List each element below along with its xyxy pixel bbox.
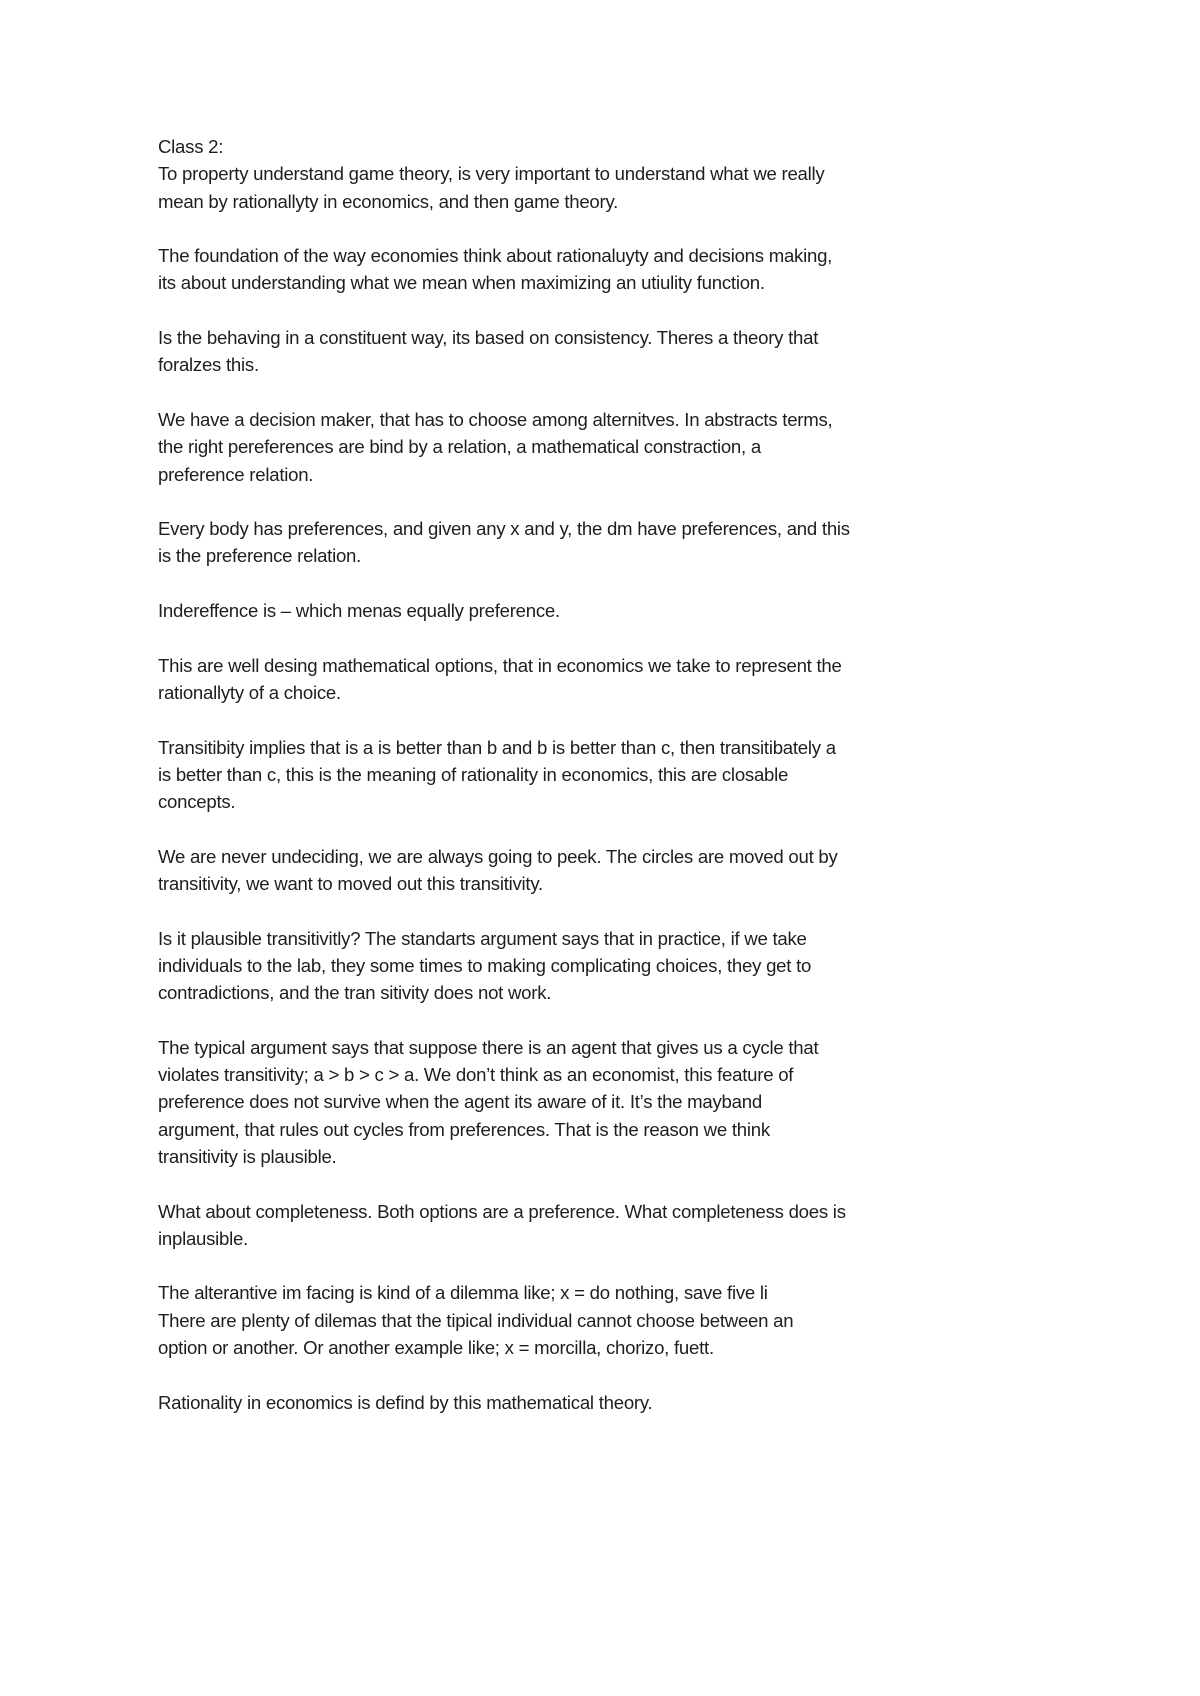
text-line: option or another. Or another example like; x = morcilla, chorizo, fuett. — [158, 1337, 714, 1359]
paragraph — [158, 1389, 1058, 1416]
text-line: its about understanding what we mean when maximizing an utiulity function. — [158, 272, 765, 294]
paragraph — [158, 1198, 1058, 1253]
paragraph — [158, 406, 1058, 488]
text-line: Class 2: — [158, 136, 224, 157]
text-line: The foundation of the way economies think about rationaluyty and decisions making, — [158, 245, 833, 267]
document-body — [158, 133, 1058, 1443]
text-line: We have a decision maker, that has to choose among alternitves. In abstracts terms, — [158, 408, 833, 430]
text-line: individuals to the lab, they some times to making complicating choices, they get to — [158, 954, 812, 976]
text-line: inplausible. — [158, 1227, 249, 1249]
text-line: Is it plausible transitivitly? The standarts argument says that in practice, if we take — [158, 927, 807, 949]
text-line: concepts. — [158, 791, 236, 813]
text-line: Transitibity implies that is a is better than b and b is better than c, then transitibately a — [158, 736, 836, 758]
paragraph — [158, 734, 1058, 816]
text-line: rationallyty of a choice. — [158, 681, 341, 703]
text-line: contradictions, and the tran sitivity does not work. — [158, 982, 552, 1004]
text-line: foralzes this. — [158, 354, 259, 376]
text-line: Is the behaving in a constituent way, its based on consistency. Theres a theory that — [158, 327, 819, 349]
text-line: argument, that rules out cycles from preferences. That is the reason we think — [158, 1118, 770, 1140]
text-line: We are never undeciding, we are always going to peek. The circles are moved out by — [158, 845, 838, 867]
paragraph — [158, 515, 1058, 570]
paragraph — [158, 597, 1058, 624]
paragraph — [158, 242, 1058, 297]
text-line: preference does not survive when the agent its aware of it. It’s the mayband — [158, 1091, 762, 1113]
paragraph — [158, 324, 1058, 379]
text-line: preference relation. — [158, 463, 314, 485]
text-line: the right pereferences are bind by a relation, a mathematical constraction, a — [158, 436, 761, 458]
text-line: transitivity, we want to moved out this transitivity. — [158, 873, 543, 895]
text-line: is better than c, this is the meaning of rationality in economics, this are closable — [158, 763, 789, 785]
paragraph — [158, 652, 1058, 707]
title-paragraph — [158, 133, 1058, 215]
text-line: The typical argument says that suppose there is an agent that gives us a cycle that — [158, 1036, 819, 1058]
text-line: This are well desing mathematical options, that in economics we take to represent the — [158, 654, 842, 676]
text-line: transitivity is plausible. — [158, 1145, 337, 1167]
paragraph — [158, 843, 1058, 898]
text-line: Indereffence is – which menas equally preference. — [158, 600, 560, 622]
paragraph — [158, 1279, 1058, 1361]
paragraph — [158, 925, 1058, 1007]
paragraph — [158, 1034, 1058, 1170]
text-line: Rationality in economics is defind by this mathematical theory. — [158, 1391, 653, 1413]
text-line: violates transitivity; a > b > c > a. We don’t think as an economist, this feature of — [158, 1064, 794, 1086]
text-line: There are plenty of dilemas that the tipical individual cannot choose between an — [158, 1309, 794, 1331]
text-line: is the preference relation. — [158, 545, 362, 567]
text-line: The alterantive im facing is kind of a dilemma like; x = do nothing, save five li — [158, 1282, 768, 1304]
text-line: What about completeness. Both options are a preference. What completeness does is — [158, 1200, 846, 1222]
text-line: Every body has preferences, and given any x and y, the dm have preferences, and this — [158, 518, 850, 540]
text-line: To property understand game theory, is very important to understand what we really — [158, 163, 825, 185]
text-line: mean by rationallyty in economics, and then game theory. — [158, 190, 619, 212]
